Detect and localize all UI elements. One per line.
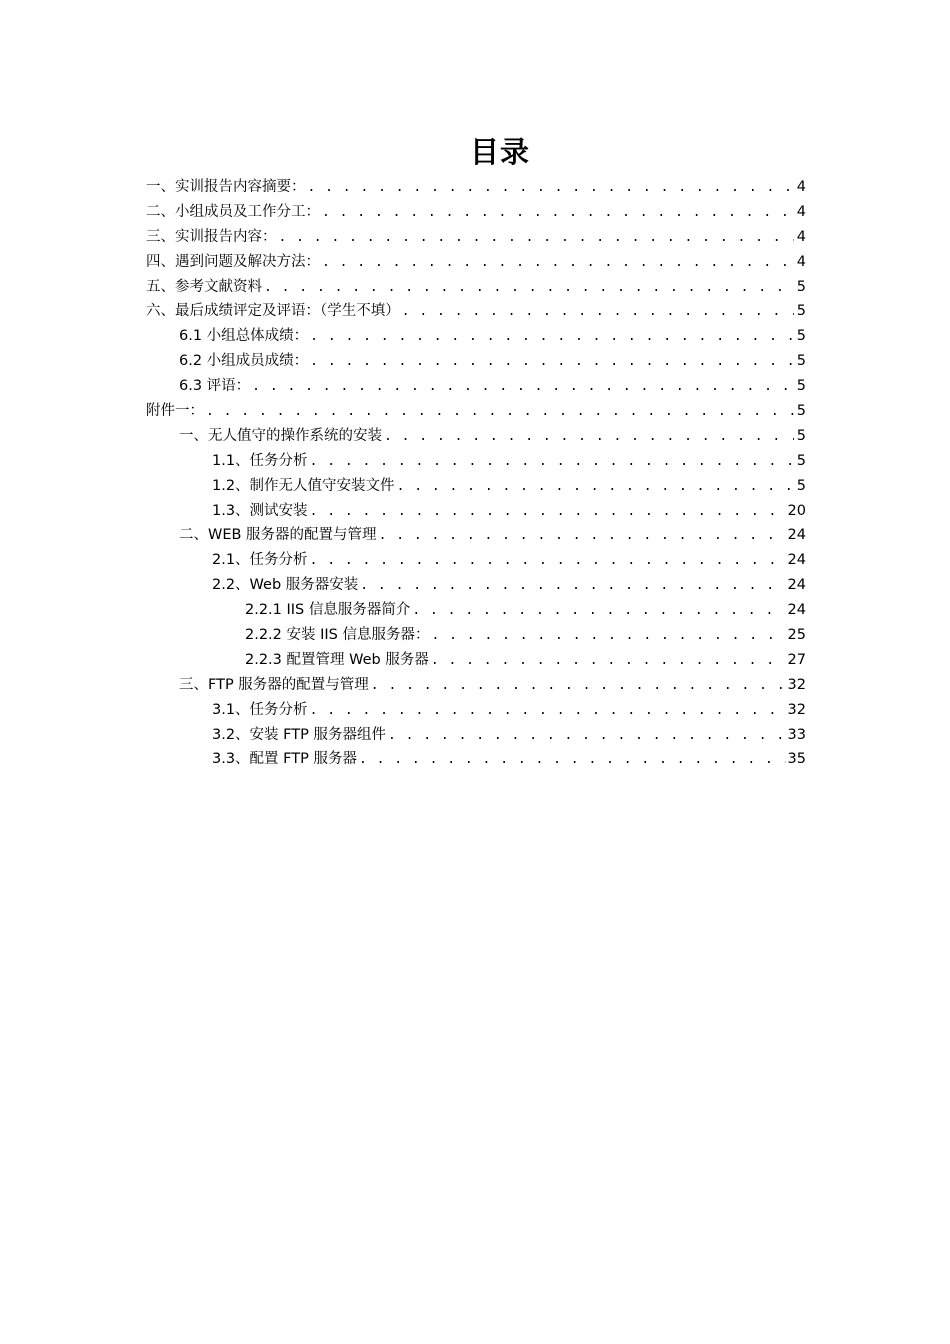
toc-dot-leader [252,375,794,400]
toc-dot-leader [384,425,794,450]
toc-page-number: 24 [787,602,806,619]
toc-dot-leader [371,674,786,699]
toc-entry[interactable] [146,225,806,250]
toc-page-number: 4 [796,179,806,195]
toc-entry[interactable] [146,175,806,200]
toc-dot-leader [402,300,794,325]
toc-entry-text: 1.1、任务分析 [212,452,308,469]
toc-dot-leader [379,524,786,549]
toc-page-number: 35 [787,751,806,768]
toc-dot-leader [397,475,794,500]
toc-dot-leader [279,226,795,251]
toc-entry[interactable] [146,349,806,374]
toc-entry-text: 2.2.1 IIS 信息服务器简介 [245,602,411,619]
toc-page-number: 5 [796,403,806,420]
toc-dot-leader [308,176,795,201]
toc-page-number: 25 [787,627,806,644]
toc-entry-text: 6.1 小组总体成绩： [179,328,309,345]
toc-dot-leader [206,400,794,425]
toc-entry-text: 附件一： [146,403,204,420]
toc-entry-text: 6.2 小组成员成绩： [179,353,309,370]
toc-page-number: 4 [796,228,806,245]
toc-page-number: 4 [796,203,806,220]
toc-dot-leader [388,724,786,749]
toc-entry-text: 三、实训报告内容： [146,228,277,245]
toc-page-number: 4 [796,253,806,270]
toc-page-number: 24 [787,527,806,544]
toc-entry[interactable] [146,474,806,499]
toc-page-number: 5 [796,427,806,444]
toc-dot-leader [322,201,794,226]
toc-entry[interactable] [146,523,806,548]
toc-page-number: 32 [787,676,806,693]
toc-entry-text: 2.2.3 配置管理 Web 服务器 [245,651,429,668]
toc-entry[interactable] [146,573,806,598]
toc-entry-text: 1.3、测试安装 [212,502,308,519]
toc-dot-leader [412,599,785,624]
toc-entry-text: 六、最后成绩评定及评语：（学生不填） [146,303,400,320]
toc-page-number: 33 [787,726,806,743]
toc-entry[interactable] [146,698,806,723]
toc-entry-text: 2.1、任务分析 [212,552,308,569]
toc-entry[interactable] [146,548,806,573]
toc-entry-text: 2.2.2 安装 IIS 信息服务器： [245,627,430,644]
toc-entry-text: 3.3、配置 FTP 服务器 [212,751,357,768]
toc-entry[interactable] [146,723,806,748]
toc-entry[interactable] [146,399,806,424]
toc-dot-leader [431,649,786,674]
toc-entry-text: 3.2、安装 FTP 服务器组件 [212,726,386,743]
toc-entry[interactable] [146,598,806,623]
toc-page-number: 5 [796,378,806,395]
toc-dot-leader [310,450,794,475]
table-of-contents [146,175,806,772]
toc-entry[interactable] [146,324,806,349]
toc-entry-text: 四、遇到问题及解决方法： [146,253,320,270]
toc-entry-text: 五、参考文献资料 [146,278,262,295]
toc-dot-leader [310,500,786,525]
toc-entry[interactable] [146,200,806,225]
toc-dot-leader [360,574,785,599]
toc-page-number: 5 [796,452,806,469]
toc-entry[interactable] [146,623,806,648]
toc-entry[interactable] [146,747,806,772]
toc-dot-leader [310,325,794,350]
toc-dot-leader [359,748,786,773]
toc-entry-text: 2.2、Web 服务器安装 [212,577,359,594]
toc-page-number: 27 [787,651,806,668]
toc-page-number: 32 [787,701,806,718]
toc-title: 目录 [469,135,530,169]
toc-dot-leader [431,624,785,649]
toc-page-number: 20 [787,502,806,519]
toc-entry[interactable] [146,250,806,275]
toc-entry-text: 1.2、制作无人值守安装文件 [212,477,395,494]
toc-entry-text: 6.3 评语： [179,378,251,395]
toc-dot-leader [310,699,786,724]
toc-entry-text: 一、无人值守的操作系统的安装 [179,427,382,444]
toc-entry[interactable] [146,299,806,324]
toc-entry[interactable] [146,673,806,698]
toc-page-number: 5 [796,328,806,345]
toc-page-number: 5 [796,278,806,295]
toc-dot-leader [322,251,794,276]
toc-page-number: 24 [787,577,806,594]
toc-dot-leader [310,350,794,375]
toc-page-number: 5 [796,477,806,494]
toc-page-number: 5 [796,303,806,320]
toc-page-number: 5 [796,353,806,370]
toc-entry-text: 三、FTP 服务器的配置与管理 [179,676,369,693]
toc-entry-text: 二、WEB 服务器的配置与管理 [179,527,377,544]
toc-entry[interactable] [146,499,806,524]
toc-entry[interactable] [146,374,806,399]
toc-entry[interactable] [146,275,806,300]
toc-entry-text: 3.1、任务分析 [212,701,308,718]
toc-entry[interactable] [146,449,806,474]
toc-dot-leader [264,276,794,301]
toc-entry-text: 二、小组成员及工作分工： [146,203,320,220]
toc-dot-leader [310,549,786,574]
toc-entry[interactable] [146,648,806,673]
toc-entry-text: 一、实训报告内容摘要： [146,179,306,195]
toc-entry[interactable] [146,424,806,449]
toc-page-number: 24 [787,552,806,569]
